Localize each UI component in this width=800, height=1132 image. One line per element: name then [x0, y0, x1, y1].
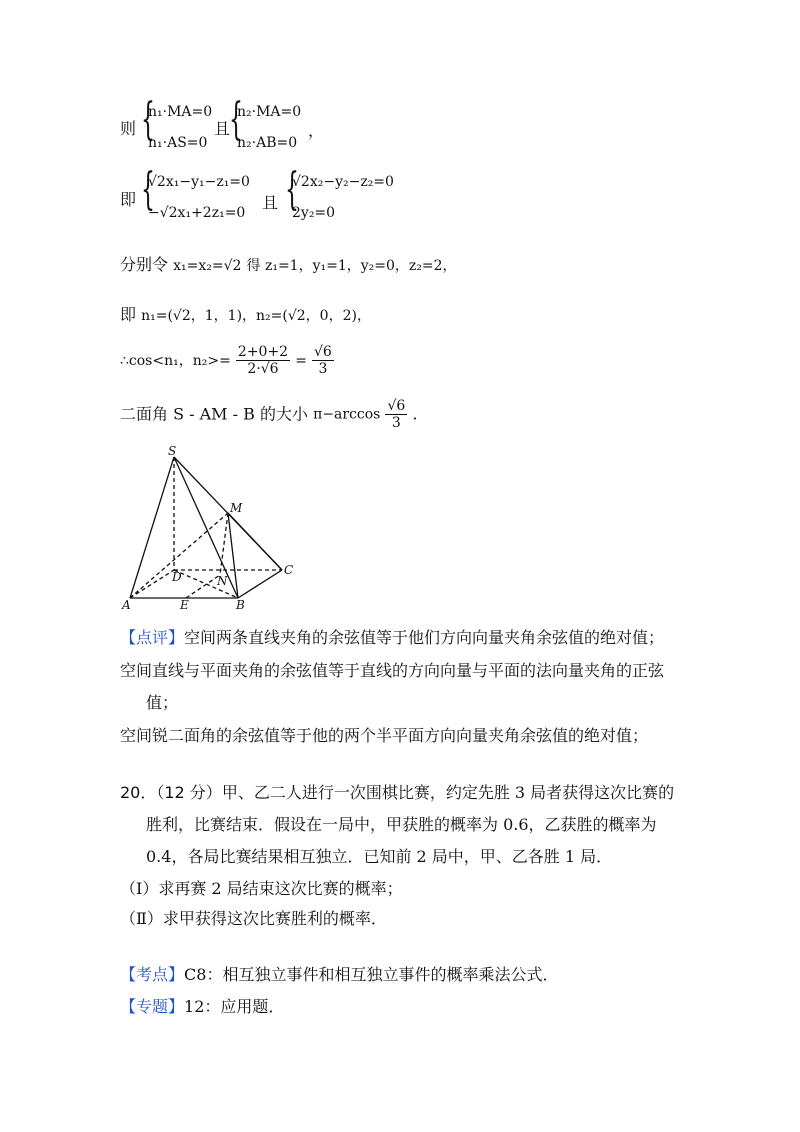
edge-AM [130, 513, 228, 598]
sys3-row2: −√2x₁+2z₁=0 [148, 205, 246, 221]
frac-1-num: 2+0+2 [237, 344, 289, 360]
brace-1: { [141, 94, 155, 145]
sys4-row1: √2x₂−y₂−z₂=0 [292, 174, 394, 190]
arccos-expression: π−arccos [313, 406, 381, 423]
frac-2-den: 3 [318, 361, 328, 377]
tag-bracket-close: 】 [168, 965, 185, 984]
tag-bracket-open: 【 [120, 997, 137, 1016]
q20-part1: （Ⅰ）求再赛 2 局结束这次比赛的概率； [120, 879, 403, 898]
tag-bracket-close: 】 [168, 628, 185, 647]
sys1-row2: n₁·AS=0 [148, 135, 208, 151]
qie-2: 且 [262, 193, 279, 212]
fenbieling-text: 分别令 [120, 255, 169, 274]
q20-number: 20．（12 分） [120, 783, 222, 802]
dihedral-text: 二面角 S - AM - B 的大小 [120, 404, 308, 424]
tag-bracket-close: 】 [168, 997, 185, 1016]
x-assign-math: x₁=x₂=√2 [173, 258, 242, 274]
kaodian-line [120, 964, 558, 986]
sys4-row2: 2y₂=0 [292, 205, 336, 221]
brace-3: { [141, 164, 155, 215]
ji-char: 即 [120, 305, 137, 324]
tag-zhuanti: 专题 [136, 997, 169, 1016]
tag-kaodian: 考点 [136, 965, 169, 984]
frac-2-num: √6 [314, 344, 332, 360]
sys2-row1: n₂·MA=0 [237, 104, 302, 120]
label-S: S [168, 444, 177, 458]
normal-vectors: n₁=(√2，1，1)，n₂=(√2，0，2)， [141, 308, 371, 324]
brace-4: { [285, 164, 299, 215]
cos-expression: ∴cos<n₁，n₂>= [120, 353, 231, 369]
edge-MC [228, 513, 282, 570]
label-M: M [230, 501, 243, 515]
period: . [412, 404, 418, 424]
q20-line1 [120, 782, 674, 804]
line-ji: 即 [120, 190, 137, 209]
zhuanti-text: 12：应用题． [184, 997, 285, 1016]
edge-SB [174, 457, 238, 598]
label-A: A [122, 598, 131, 612]
zhuanti-line [120, 996, 284, 1018]
line-3 [120, 254, 457, 277]
label-N: N [217, 574, 228, 588]
tag-dianping: 点评 [136, 628, 169, 647]
line-5 [120, 344, 334, 377]
frac-3-den: 3 [391, 415, 401, 431]
q20-text-1: 甲、乙二人进行一次围棋比赛，约定先胜 3 局者获得这次比赛的 [221, 783, 675, 802]
frac-3-num: √6 [387, 398, 406, 414]
qie-1: 且 [214, 119, 231, 138]
label-E: E [180, 598, 189, 612]
label-B: B [236, 598, 245, 612]
comma-1: ， [308, 121, 325, 140]
frac-1 [236, 344, 290, 377]
sys1-row1: n₁·MA=0 [148, 104, 213, 120]
q20-line3: 0.4，各局比赛结果相互独立．已知前 2 局中，甲、乙各胜 1 局． [146, 847, 613, 866]
kaodian-text: C8：相互独立事件和相互独立事件的概率乘法公式． [184, 965, 559, 984]
result-values: 得 z₁=1，y₁=1，y₂=0，z₂=2， [246, 258, 457, 274]
dianping-line4: 空间锐二面角的余弦值等于他的两个半平面方向向量夹角余弦值的绝对值； [120, 726, 649, 745]
line-4 [120, 304, 371, 327]
q20-line2: 胜利，比赛结束．假设在一局中，甲获胜的概率为 0.6，乙获胜的概率为 [146, 815, 657, 834]
dianping-text-1: 空间两条直线夹角的余弦值等于他们方向向量夹角余弦值的绝对值； [184, 628, 665, 647]
frac-2 [312, 344, 334, 377]
label-C: C [284, 563, 294, 577]
dianping-line1 [120, 627, 664, 649]
label-D: D [172, 570, 182, 584]
frac-1-den: 2·√6 [247, 361, 279, 377]
frac-3 [385, 398, 407, 431]
q20-part2: （Ⅱ）求甲获得这次比赛胜利的概率． [120, 909, 387, 928]
pyramid-figure [110, 440, 310, 615]
sys2-row2: n₂·AB=0 [237, 135, 298, 151]
tag-bracket-open: 【 [120, 628, 137, 647]
dianping-line3: 值； [146, 693, 179, 712]
tag-bracket-open: 【 [120, 965, 137, 984]
line-6 [120, 398, 417, 431]
brace-2: { [229, 94, 243, 145]
edge-AD [130, 570, 174, 598]
sys3-row1: √2x₁−y₁−z₁=0 [148, 174, 250, 190]
dianping-line2: 空间直线与平面夹角的余弦值等于直线的方向向量与平面的法向量夹角的正弦 [120, 661, 665, 680]
edge-MB [228, 513, 238, 598]
ze-char: 则 [120, 119, 137, 138]
edge-EN [186, 575, 220, 598]
edge-BC [238, 570, 282, 598]
equals: = [295, 353, 307, 369]
edge-SA [130, 457, 174, 598]
